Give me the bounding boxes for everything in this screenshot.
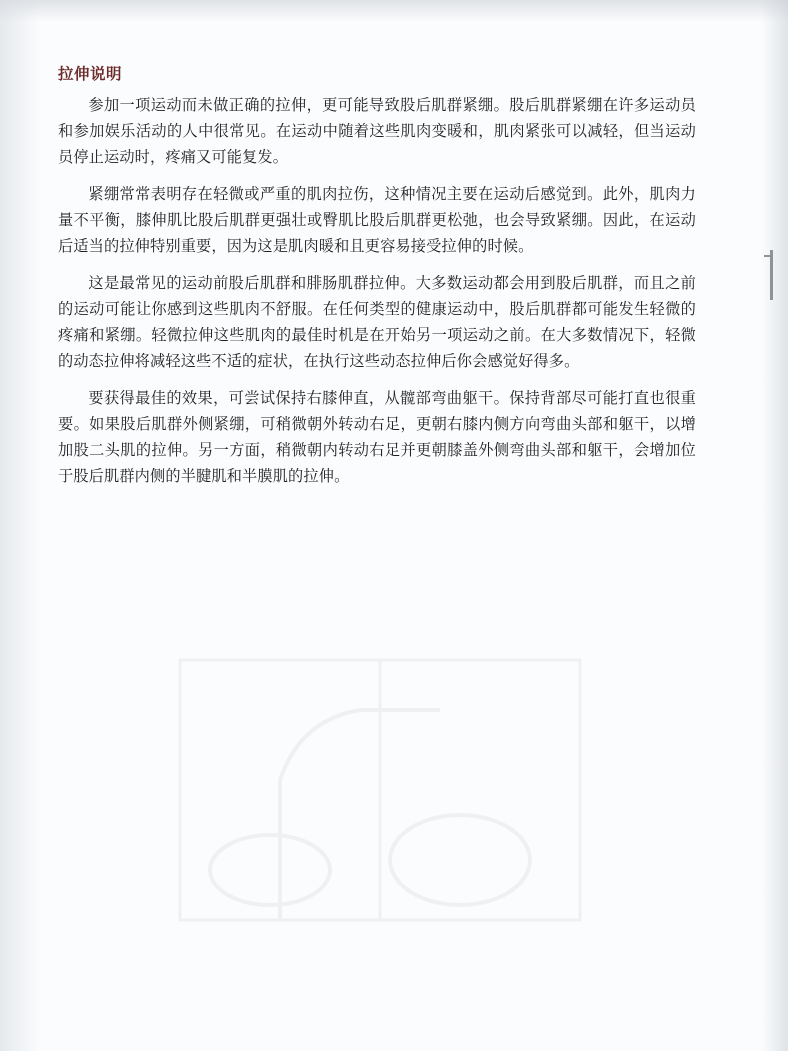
- paragraph-1: 参加一项运动而未做正确的拉伸，更可能导致股后肌群紧绷。股后肌群紧绷在许多运动员和参加娱乐活动的人中很常见。在运动中随着这些肌肉变暖和，肌肉紧张可以减轻，但当运动员停止运动时，疼痛又可能复发。: [58, 96, 696, 166]
- paragraph-2: 紧绷常常表明存在轻微或严重的肌肉拉伤，这种情况主要在运动后感觉到。此外，肌肉力量不平衡，膝伸肌比股后肌群更强壮或臀肌比股后肌群更松弛，也会导致紧绷。因此，在运动后适当的拉伸特别重要，因为这是肌肉暖和且更容易接受拉伸的时候。: [58, 185, 696, 255]
- page-edge-mark: [770, 250, 773, 300]
- stretch-notes-section: [58, 62, 696, 500]
- page-edge-tick: [764, 255, 772, 257]
- paragraph-3: 这是最常见的运动前股后肌群和腓肠肌群拉伸。大多数运动都会用到股后肌群，而且之前的运动可能让你感到这些肌肉不舒服。在任何类型的健康运动中，股后肌群都可能发生轻微的疼痛和紧绷。轻微拉伸这些肌肉的最佳时机是在开始另一项运动之前。在大多数情况下，轻微的动态拉伸将减轻这些不适的症状，在执行这些动态拉伸后你会感觉好得多。: [58, 274, 696, 370]
- page-right-shadow: [762, 0, 788, 1051]
- section-heading: 拉伸说明: [58, 65, 123, 83]
- show-through-illustration: [160, 620, 600, 940]
- page-top-shadow: [0, 0, 788, 22]
- paragraph-4: 要获得最佳的效果，可尝试保持右膝伸直，从髋部弯曲躯干。保持背部尽可能打直也很重要。如果股后肌群外侧紧绷，可稍微朝外转动右足，更朝右膝内侧方向弯曲头部和躯干，以增加股二头肌的拉伸。另一方面，稍微朝内转动右足并更朝膝盖外侧弯曲头部和躯干，会增加位于股后肌群内侧的半腱肌和半膜肌的拉伸。: [58, 389, 696, 485]
- page-left-shadow: [0, 0, 40, 1051]
